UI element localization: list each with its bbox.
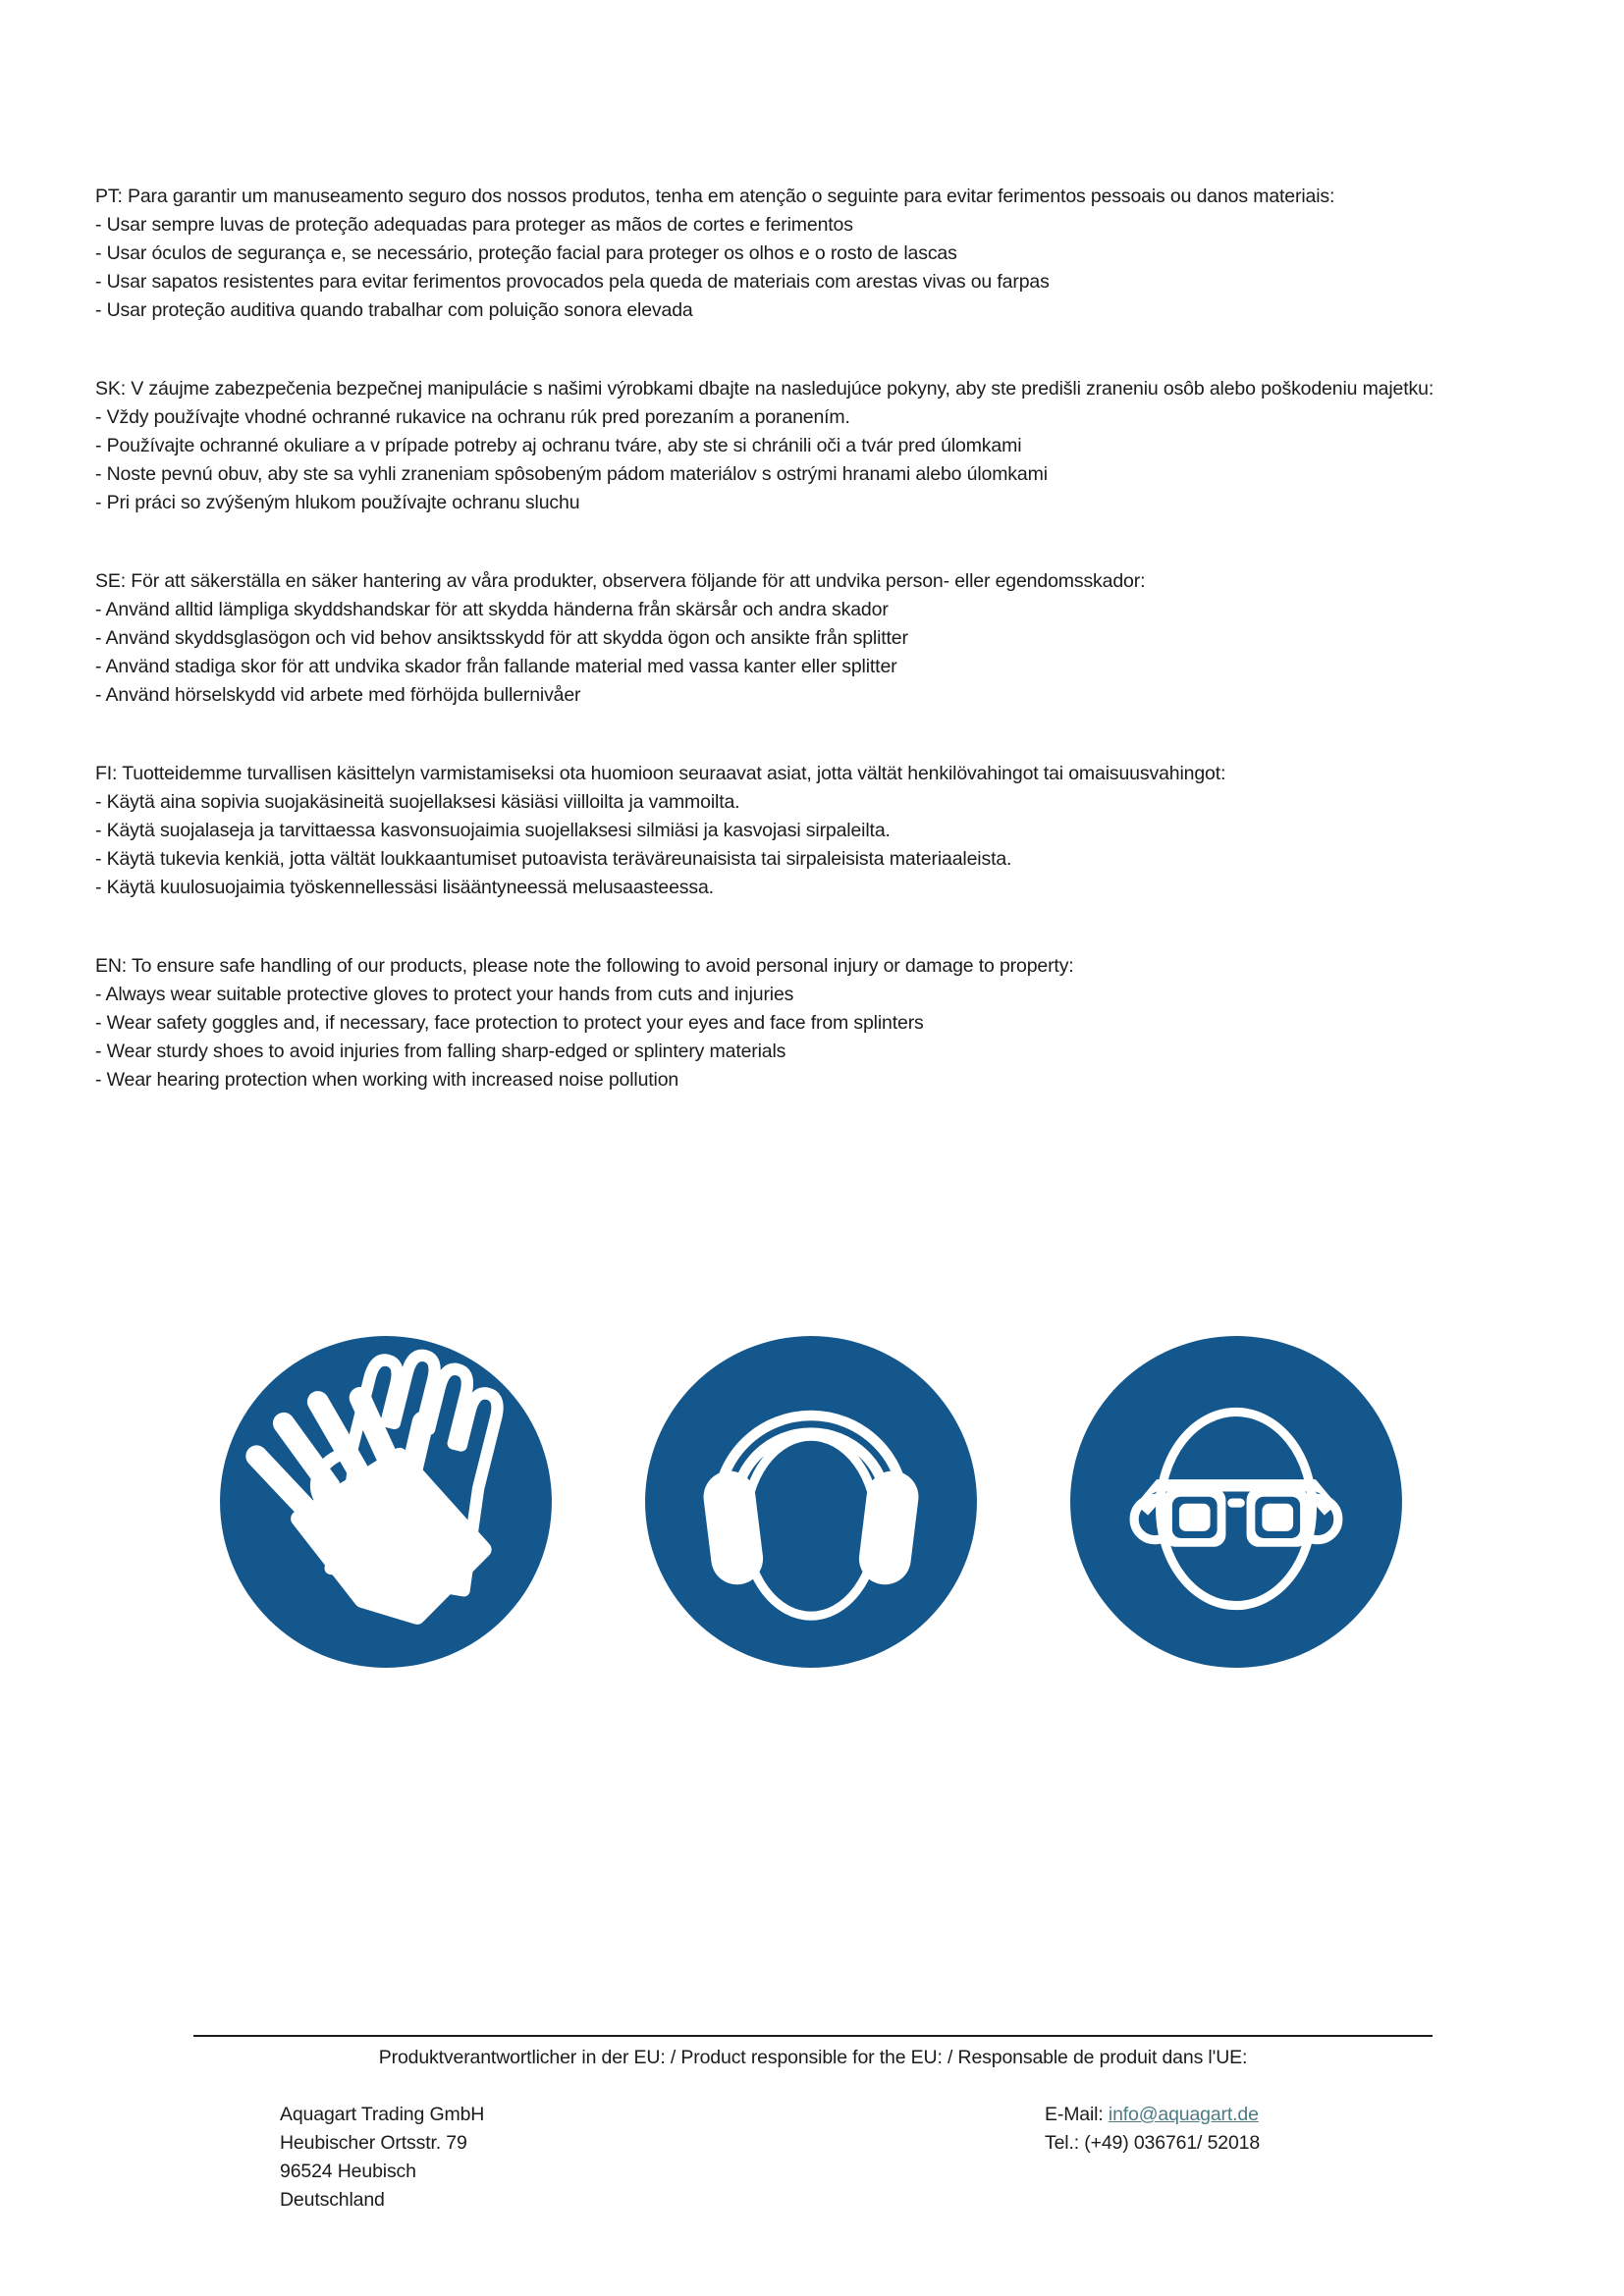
email-line xyxy=(1045,2101,1260,2129)
footer-heading: Produktverantwortlicher in der EU: / Product responsible for the EU: / Responsable de produit dans l'UE: xyxy=(378,2047,1248,2068)
section-bullet: - Usar sempre luvas de proteção adequadas para proteger as mãos de cortes e ferimentos xyxy=(95,214,853,236)
section-bullet: - Använd skyddsglasögon och vid behov ansiktsskydd för att skydda ögon och ansikte från splitter xyxy=(95,627,908,649)
section-header: SE: För att säkerställa en säker hantering av våra produkter, observera följande för att undvika person- eller egendomsskador: xyxy=(95,570,1146,592)
section-bullet: - Käytä tukevia kenkiä, jotta vältät loukkaantumiset putoavista teräväreunaisista tai sirpaleisista materiaaleista. xyxy=(95,848,1012,870)
address-line: Deutschland xyxy=(280,2189,385,2211)
section-bullet: - Vždy používajte vhodné ochranné rukavice na ochranu rúk pred porezaním a poranením. xyxy=(95,406,850,428)
section-bullet: - Používajte ochranné okuliare a v prípade potreby aj ochranu tváre, aby ste si chránili oči a tvár pred úlomkami xyxy=(95,435,1022,456)
section-bullet: - Usar óculos de segurança e, se necessário, proteção facial para proteger os olhos e o rosto de lascas xyxy=(95,242,957,264)
ear-protection-icon xyxy=(638,1329,984,1675)
protective-gloves-icon xyxy=(213,1329,559,1675)
section-bullet: - Använd stadiga skor för att undvika skador från fallande material med vassa kanter eller splitter xyxy=(95,656,897,677)
section-bullet: - Wear sturdy shoes to avoid injuries from falling sharp-edged or splintery materials xyxy=(95,1041,786,1062)
safety-section-pt xyxy=(95,183,1434,325)
section-bullet: - Käytä kuulosuojaimia työskennellessäsi lisääntyneessä melusaasteessa. xyxy=(95,877,714,898)
section-bullet: - Always wear suitable protective gloves to protect your hands from cuts and injuries xyxy=(95,984,794,1005)
section-bullet: - Käytä aina sopivia suojakäsineitä suojellaksesi käsiäsi viilloilta ja vammoilta. xyxy=(95,791,740,813)
phone-line: Tel.: (+49) 036761/ 52018 xyxy=(1045,2132,1261,2154)
address-line: 96524 Heubisch xyxy=(280,2161,416,2182)
section-bullet: - Noste pevnú obuv, aby ste sa vyhli zraneniam spôsobeným pádom materiálov s ostrými hranami alebo úlomkami xyxy=(95,463,1048,485)
section-bullet: - Käytä suojalaseja ja tarvittaessa kasvonsuojaimia suojellaksesi silmiäsi ja kasvojasi sirpaleilta. xyxy=(95,820,891,841)
eye-protection-icon xyxy=(1063,1329,1409,1675)
section-bullet: - Använd alltid lämpliga skyddshandskar för att skydda händerna från skärsår och andra skador xyxy=(95,599,889,620)
email-label: E-Mail: xyxy=(1045,2104,1109,2125)
section-bullet: - Använd hörselskydd vid arbete med förhöjda bullernivåer xyxy=(95,684,581,706)
section-header: PT: Para garantir um manuseamento seguro dos nossos produtos, tenha em atenção o seguinte para evitar ferimentos pessoais ou danos materiais: xyxy=(95,186,1335,207)
safety-section-se xyxy=(95,567,1434,710)
section-bullet: - Pri práci so zvýšeným hlukom používajte ochranu sluchu xyxy=(95,492,580,513)
safety-pictograms xyxy=(213,1329,1409,1675)
section-header: FI: Tuotteidemme turvallisen käsittelyn varmistamiseksi ota huomioon seuraavat asiat, jotta vältät henkilövahingot tai omaisuusvahingot: xyxy=(95,763,1226,784)
section-header: EN: To ensure safe handling of our products, please note the following to avoid personal injury or damage to property: xyxy=(95,955,1074,977)
section-header: SK: V záujme zabezpečenia bezpečnej manipulácie s našimi výrobkami dbajte na nasledujúce pokyny, aby ste predišli zraneniu osôb alebo poškodeniu majetku: xyxy=(95,378,1435,400)
contact-block xyxy=(1045,2101,1260,2158)
section-bullet: - Usar proteção auditiva quando trabalhar com poluição sonora elevada xyxy=(95,299,693,321)
section-bullet: - Usar sapatos resistentes para evitar ferimentos provocados pela queda de materiais com arestas vivas ou farpas xyxy=(95,271,1050,293)
section-bullet: - Wear safety goggles and, if necessary, face protection to protect your eyes and face from splinters xyxy=(95,1012,924,1034)
company-address xyxy=(280,2101,484,2215)
safety-section-en xyxy=(95,952,1434,1095)
safety-instructions xyxy=(95,183,1434,1145)
footer-divider xyxy=(193,2035,1433,2037)
address-line: Heubischer Ortsstr. 79 xyxy=(280,2132,467,2154)
safety-section-sk xyxy=(95,375,1434,517)
safety-section-fi xyxy=(95,760,1434,902)
address-line: Aquagart Trading GmbH xyxy=(280,2104,485,2125)
email-link[interactable]: info@aquagart.de xyxy=(1108,2104,1259,2125)
section-bullet: - Wear hearing protection when working with increased noise pollution xyxy=(95,1069,679,1091)
